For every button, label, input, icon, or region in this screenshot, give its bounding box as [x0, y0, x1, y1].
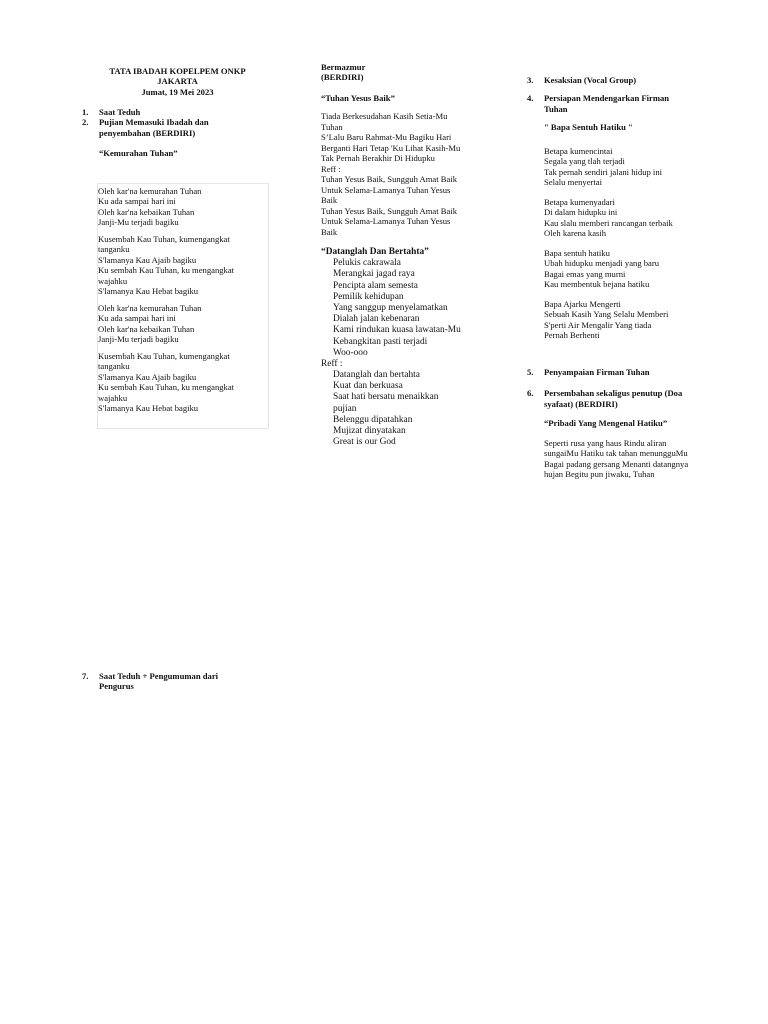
lyric-line: Kusembah Kau Tuhan, kumengangkat: [98, 233, 230, 244]
song-reff: [333, 370, 501, 448]
agenda-item-1: [82, 107, 272, 117]
lyric-line: Oleh kar'na kemurahan Tuhan: [98, 302, 202, 313]
lyric-line: Oleh karena kasih: [544, 228, 607, 239]
lyric-stanza: [98, 351, 268, 414]
lyric-line: Ku ada sampai hari ini: [98, 313, 176, 324]
doc-header: [90, 66, 265, 97]
lyric-line: Untuk Selama-Lamanya Tuhan Yesus: [321, 184, 451, 195]
song-title-tuhan-yesus-baik: “Tuhan Yesus Baik”: [321, 92, 395, 103]
lyric-line: Tuhan Yesus Baik, Sungguh Amat Baik: [321, 205, 458, 216]
lyric-line: Belenggu dipatahkan: [333, 414, 413, 425]
agenda-item-3: [527, 75, 717, 85]
doc-location: JAKARTA: [157, 76, 198, 87]
lyric-line: hujan Begitu pun jiwaku, Tuhan: [544, 469, 655, 480]
lyric-line: Mujizat dinyatakan: [333, 426, 406, 436]
lyric-line: Betapa kumencintai: [544, 145, 613, 156]
agenda-item-7: [82, 671, 272, 692]
agenda-number: 2.: [82, 117, 89, 128]
lyric-line: Dialah jalan kebenaran: [333, 314, 420, 325]
lyric-line: Kuat dan berkuasa: [333, 381, 403, 392]
agenda-text: Persiapan Mendengarkan Firman: [544, 93, 670, 104]
agenda-item-6: [527, 388, 727, 409]
lyric-line: Berganti Hari Tetap 'Ku Lihat Kasih-Mu: [321, 142, 461, 153]
lyric-line: Segala yang tlah terjadi: [544, 156, 625, 167]
agenda-number: 3.: [527, 75, 534, 85]
lyric-line: Saat hati bersatu menaikkan: [333, 392, 439, 403]
section-heading: (BERDIRI): [321, 72, 364, 83]
song-lyrics: [544, 146, 717, 341]
agenda-text: syafaat) (BERDIRI): [544, 398, 618, 409]
lyric-line: Sebuah Kasih Yang Selalu Memberi: [544, 309, 669, 320]
column-3-lower: [527, 367, 727, 480]
doc-title: TATA IBADAH KOPELPEM ONKP: [109, 66, 246, 76]
lyric-line: S'lamanya Kau Ajaib bagiku: [98, 254, 197, 265]
agenda-text: Kesaksian (Vocal Group): [544, 75, 637, 85]
agenda-number: 1.: [82, 107, 89, 117]
lyric-line: Yang sanggup menyelamatkan: [333, 302, 448, 313]
lyric-line: Tak Pernah Berakhir Di Hidupku: [321, 153, 435, 164]
lyric-line: Tuhan Yesus Baik, Sungguh Amat Baik: [321, 174, 458, 185]
reff-label: Reff :: [321, 358, 343, 369]
lyric-line: Betapa kumenyadari: [544, 196, 615, 207]
section-heading: Bermazmur: [321, 62, 366, 72]
lyric-stanza: [544, 197, 717, 239]
lyric-line: Kau slalu memberi rancangan terbaik: [544, 217, 673, 228]
agenda-text: Saat Teduh + Pengumuman dari: [99, 671, 219, 681]
lyric-line: Bagai padang gersang Menanti datangnya: [544, 458, 689, 469]
lyric-line: Datanglah dan bertahta: [333, 370, 420, 381]
lyric-line: Selalu menyertai: [544, 177, 602, 188]
column-3: [527, 75, 717, 347]
lyric-line: S’Lalu Baru Rahmat-Mu Bagiku Hari: [321, 132, 452, 143]
lyric-line: S'lamanya Kau Ajaib bagiku: [98, 371, 197, 382]
lyric-line: Pernah Berhenti: [544, 330, 600, 341]
agenda-text: Persembahan sekaligus penutup (Doa: [544, 388, 683, 399]
lyric-line: Kebangkitan pasti terjadi: [333, 336, 428, 347]
lyric-line: tanganku: [98, 361, 130, 372]
lyric-line: pujian: [333, 403, 357, 414]
lyric-line: Bagai emas yang murni: [544, 268, 626, 279]
lyric-line: Bapa Ajarku Mengerti: [544, 298, 621, 309]
lyric-line: Oleh kar'na kebaikan Tuhan: [98, 323, 195, 334]
lyric-line: tanganku: [98, 244, 130, 255]
doc-date: Jumat, 19 Mei 2023: [141, 86, 214, 97]
agenda-item-2: [82, 117, 272, 138]
lyric-line: Pelukis cakrawala: [333, 258, 401, 269]
lyric-line: Baik: [321, 195, 338, 206]
lyric-stanza: [544, 299, 717, 341]
lyric-line: Janji-Mu terjadi bagiku: [98, 217, 179, 228]
song-lyrics: [321, 111, 496, 237]
lyric-line: S'lamanya Kau Hebat bagiku: [98, 286, 199, 297]
lyric-line: Di dalam hidupku ini: [544, 207, 618, 218]
lyric-stanza: [98, 234, 268, 297]
lyric-line: Kau membentuk bejana hatiku: [544, 279, 650, 290]
song-lyrics: [544, 438, 727, 480]
lyric-line: Ku sembah Kau Tuhan, ku mengangkat: [98, 265, 235, 276]
lyric-line: Baik: [321, 226, 338, 237]
lyric-stanza: [544, 146, 717, 188]
agenda-list-col1: [82, 107, 272, 159]
lyric-line: wajahku: [98, 392, 128, 403]
agenda-text: Pengurus: [99, 681, 134, 692]
lyrics-box: [97, 183, 269, 429]
lyric-stanza: [544, 248, 717, 290]
lyric-line: Pemilik kehidupan: [333, 291, 404, 302]
agenda-number: 7.: [82, 671, 89, 681]
agenda-text: Penyampaian Firman Tuhan: [544, 367, 650, 377]
lyric-line: Bapa sentuh hatiku: [544, 247, 610, 258]
lyric-line: Pencipta alam semesta: [333, 280, 418, 291]
agenda-text: Saat Teduh: [99, 107, 141, 117]
lyric-line: Tiada Berkesudahan Kasih Setia-Mu: [321, 111, 448, 122]
lyric-line: Oleh kar'na kemurahan Tuhan: [98, 186, 202, 196]
lyric-line: Ubah hidupku menjadi yang baru: [544, 258, 660, 269]
song-verse: [333, 258, 501, 359]
lyric-line: Janji-Mu terjadi bagiku: [98, 334, 179, 345]
song-title-pribadi: “Pribadi Yang Mengenal Hatiku”: [544, 418, 668, 429]
agenda-text: Tuhan: [544, 103, 568, 114]
song-title-datanglah: “Datanglah Dan Bertahta”: [321, 247, 429, 257]
column-2: [321, 62, 496, 237]
lyric-line: Merangkai jagad raya: [333, 269, 415, 280]
lyric-line: Great is our God: [333, 437, 396, 448]
lyric-line: Oleh kar'na kebaikan Tuhan: [98, 206, 195, 217]
agenda-number: 5.: [527, 367, 534, 377]
agenda-number: 4.: [527, 93, 534, 104]
lyric-line: Kusembah Kau Tuhan, kumengangkat: [98, 350, 230, 361]
agenda-text: Pujian Memasuki Ibadah dan: [99, 117, 209, 128]
lyric-line: S'perti Air Mengalir Yang tiada: [544, 319, 652, 330]
lyric-line: sungaiMu Hatiku tak tahan menungguMu: [544, 448, 688, 459]
lyric-stanza: [98, 186, 268, 228]
agenda-number: 6.: [527, 388, 534, 399]
lyric-line: S'lamanya Kau Hebat bagiku: [98, 403, 199, 414]
agenda-text: penyembahan (BERDIRI): [99, 127, 196, 138]
lyric-line: Ku sembah Kau Tuhan, ku mengangkat: [98, 382, 235, 393]
lyric-line: Reff :: [321, 163, 341, 174]
lyric-line: Ku ada sampai hari ini: [98, 196, 176, 207]
lyric-line: wajahku: [98, 275, 128, 286]
song-datanglah: [321, 247, 501, 448]
song-title-kemurahan: “Kemurahan Tuhan”: [99, 148, 178, 159]
song-title-bapa-sentuh-hatiku: " Bapa Sentuh Hatiku ": [544, 122, 633, 133]
lyric-line: Woo-ooo: [333, 347, 368, 358]
lyric-stanza: [98, 303, 268, 345]
lyric-line: Tak pernah sendiri jalani hidup ini: [544, 166, 663, 177]
lyric-line: Kami rindukan kuasa lawatan-Mu: [333, 325, 461, 336]
lyric-line: Seperti rusa yang haus Rindu aliran: [544, 437, 667, 448]
lyric-line: Untuk Selama-Lamanya Tuhan Yesus: [321, 216, 451, 227]
agenda-item-4: [527, 93, 717, 114]
agenda-item-5: [527, 367, 727, 377]
lyric-line: Tuhan: [321, 121, 343, 132]
